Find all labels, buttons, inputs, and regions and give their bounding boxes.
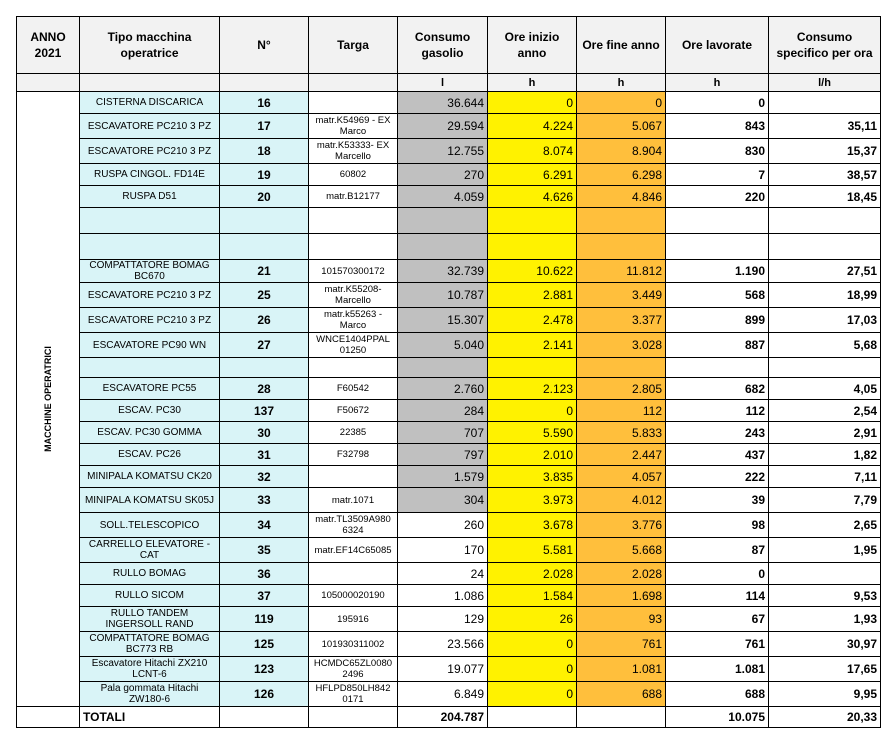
cell-ore-fine: 1.698 — [577, 585, 666, 607]
cell-ore-fine: 2.447 — [577, 444, 666, 466]
cell-ore-inizio: 2.141 — [488, 333, 577, 358]
cell-numero: 27 — [220, 333, 309, 358]
cell-numero: 26 — [220, 308, 309, 333]
table-row — [17, 607, 881, 632]
table-row — [17, 208, 881, 234]
header-n: N° — [220, 17, 309, 74]
cell-tipo: CARRELLO ELEVATORE - CAT — [80, 538, 220, 563]
header-anno: ANNO 2021 — [17, 17, 80, 74]
cell-numero: 123 — [220, 657, 309, 682]
cell-consumo: 15.307 — [398, 308, 488, 333]
cell-targa — [309, 466, 398, 488]
cell-numero: 126 — [220, 682, 309, 707]
cell-tipo: ESCAVATORE PC90 WN — [80, 333, 220, 358]
cell-ore-inizio: 8.074 — [488, 139, 577, 164]
totals-empty-targa — [309, 707, 398, 728]
cell-ore-inizio — [488, 208, 577, 234]
cell-ore-inizio: 2.028 — [488, 563, 577, 585]
cell-ore-lavorate: 437 — [666, 444, 769, 466]
cell-ore-fine: 4.846 — [577, 186, 666, 208]
cell-numero — [220, 358, 309, 378]
table-row — [17, 466, 881, 488]
cell-consumo: 24 — [398, 563, 488, 585]
cell-consumo-specifico — [769, 234, 881, 260]
cell-tipo: ESCAVATORE PC210 3 PZ — [80, 139, 220, 164]
cell-ore-fine: 761 — [577, 632, 666, 657]
unit-ore-inizio: h — [488, 74, 577, 92]
cell-tipo: RUSPA CINGOL. FD14E — [80, 164, 220, 186]
cell-numero: 137 — [220, 400, 309, 422]
totals-empty-fin — [577, 707, 666, 728]
totals-label: TOTALI — [80, 707, 220, 728]
cell-tipo: RULLO SICOM — [80, 585, 220, 607]
cell-targa: matr.K53333- EX Marcello — [309, 139, 398, 164]
cell-ore-fine: 5.833 — [577, 422, 666, 444]
cell-numero: 30 — [220, 422, 309, 444]
cell-ore-lavorate: 899 — [666, 308, 769, 333]
cell-consumo: 304 — [398, 488, 488, 513]
cell-ore-fine: 5.067 — [577, 114, 666, 139]
table-row — [17, 585, 881, 607]
cell-targa — [309, 234, 398, 260]
cell-consumo — [398, 234, 488, 260]
cell-ore-lavorate: 0 — [666, 563, 769, 585]
cell-ore-fine: 3.449 — [577, 283, 666, 308]
table-row — [17, 488, 881, 513]
cell-consumo-specifico: 17,03 — [769, 308, 881, 333]
cell-targa: F32798 — [309, 444, 398, 466]
category-label-text: MACCHINE OPERATRICI — [43, 346, 53, 452]
cell-consumo-specifico: 7,11 — [769, 466, 881, 488]
cell-ore-inizio: 0 — [488, 92, 577, 114]
cell-consumo: 29.594 — [398, 114, 488, 139]
cell-numero: 19 — [220, 164, 309, 186]
cell-ore-lavorate: 1.190 — [666, 260, 769, 283]
cell-tipo: ESCAVATORE PC55 — [80, 378, 220, 400]
cell-consumo — [398, 208, 488, 234]
cell-ore-inizio: 26 — [488, 607, 577, 632]
cell-tipo: SOLL.TELESCOPICO — [80, 513, 220, 538]
cell-ore-fine: 93 — [577, 607, 666, 632]
table-row — [17, 260, 881, 283]
cell-ore-inizio: 1.584 — [488, 585, 577, 607]
cell-ore-lavorate: 682 — [666, 378, 769, 400]
table-row — [17, 164, 881, 186]
cell-ore-fine: 3.377 — [577, 308, 666, 333]
cell-tipo: ESCAVATORE PC210 3 PZ — [80, 308, 220, 333]
cell-targa: matr.1071 — [309, 488, 398, 513]
cell-ore-fine: 688 — [577, 682, 666, 707]
cell-ore-lavorate: 87 — [666, 538, 769, 563]
cell-ore-inizio: 4.626 — [488, 186, 577, 208]
cell-tipo — [80, 208, 220, 234]
cell-ore-lavorate: 243 — [666, 422, 769, 444]
cell-ore-fine: 5.668 — [577, 538, 666, 563]
cell-consumo-specifico: 9,95 — [769, 682, 881, 707]
units-row — [17, 74, 881, 92]
cell-tipo: MINIPALA KOMATSU SK05J — [80, 488, 220, 513]
cell-consumo: 4.059 — [398, 186, 488, 208]
cell-ore-lavorate: 222 — [666, 466, 769, 488]
cell-tipo: RULLO BOMAG — [80, 563, 220, 585]
cell-ore-lavorate: 761 — [666, 632, 769, 657]
header-consumo: Consumo gasolio — [398, 17, 488, 74]
cell-numero: 33 — [220, 488, 309, 513]
cell-ore-lavorate — [666, 208, 769, 234]
cell-numero: 16 — [220, 92, 309, 114]
cell-ore-lavorate: 568 — [666, 283, 769, 308]
cell-consumo: 5.040 — [398, 333, 488, 358]
cell-ore-lavorate: 39 — [666, 488, 769, 513]
cell-consumo: 707 — [398, 422, 488, 444]
cell-targa: matr.TL3509A980 6324 — [309, 513, 398, 538]
cell-ore-lavorate: 0 — [666, 92, 769, 114]
cell-consumo: 6.849 — [398, 682, 488, 707]
cell-consumo-specifico: 15,37 — [769, 139, 881, 164]
cell-consumo-specifico: 2,65 — [769, 513, 881, 538]
unit-consumo-specifico: l/h — [769, 74, 881, 92]
cell-consumo-specifico: 27,51 — [769, 260, 881, 283]
table-row — [17, 632, 881, 657]
cell-tipo — [80, 234, 220, 260]
cell-consumo: 170 — [398, 538, 488, 563]
totals-consumo-specifico: 20,33 — [769, 707, 881, 728]
cell-targa — [309, 92, 398, 114]
cell-targa: 22385 — [309, 422, 398, 444]
cell-targa: matr.B12177 — [309, 186, 398, 208]
cell-ore-fine: 2.028 — [577, 563, 666, 585]
cell-ore-inizio: 2.881 — [488, 283, 577, 308]
cell-ore-inizio: 0 — [488, 400, 577, 422]
cell-ore-inizio: 0 — [488, 657, 577, 682]
cell-ore-inizio — [488, 234, 577, 260]
table-row — [17, 186, 881, 208]
table-row — [17, 378, 881, 400]
cell-numero — [220, 234, 309, 260]
cell-numero: 25 — [220, 283, 309, 308]
cell-ore-inizio: 6.291 — [488, 164, 577, 186]
table-row — [17, 682, 881, 707]
cell-targa: matr.k55263 - Marco — [309, 308, 398, 333]
cell-ore-fine: 112 — [577, 400, 666, 422]
unit-consumo: l — [398, 74, 488, 92]
cell-ore-fine: 6.298 — [577, 164, 666, 186]
cell-tipo: RUSPA D51 — [80, 186, 220, 208]
header-ore-inizio: Ore inizio anno — [488, 17, 577, 74]
cell-ore-fine: 8.904 — [577, 139, 666, 164]
header-ore-fine: Ore fine anno — [577, 17, 666, 74]
totals-empty-n — [220, 707, 309, 728]
cell-consumo-specifico: 38,57 — [769, 164, 881, 186]
cell-ore-lavorate — [666, 234, 769, 260]
cell-tipo: CISTERNA DISCARICA — [80, 92, 220, 114]
cell-consumo-specifico: 4,05 — [769, 378, 881, 400]
cell-consumo-specifico: 18,99 — [769, 283, 881, 308]
cell-consumo-specifico — [769, 358, 881, 378]
table-row — [17, 422, 881, 444]
unit-ore-lavorate: h — [666, 74, 769, 92]
cell-consumo: 12.755 — [398, 139, 488, 164]
totals-consumo: 204.787 — [398, 707, 488, 728]
cell-ore-lavorate: 112 — [666, 400, 769, 422]
cell-numero: 17 — [220, 114, 309, 139]
cell-ore-lavorate: 688 — [666, 682, 769, 707]
totals-spacer — [17, 707, 80, 728]
fuel-consumption-table — [16, 16, 881, 728]
cell-ore-fine: 11.812 — [577, 260, 666, 283]
cell-consumo-specifico: 18,45 — [769, 186, 881, 208]
cell-numero — [220, 208, 309, 234]
cell-targa: matr.EF14C65085 — [309, 538, 398, 563]
cell-targa — [309, 358, 398, 378]
cell-ore-fine: 3.776 — [577, 513, 666, 538]
cell-ore-fine: 0 — [577, 92, 666, 114]
cell-ore-inizio: 3.835 — [488, 466, 577, 488]
cell-ore-lavorate: 887 — [666, 333, 769, 358]
cell-tipo: ESCAV. PC26 — [80, 444, 220, 466]
cell-numero: 125 — [220, 632, 309, 657]
cell-ore-lavorate: 114 — [666, 585, 769, 607]
header-row — [17, 17, 881, 74]
cell-consumo: 129 — [398, 607, 488, 632]
cell-ore-fine: 1.081 — [577, 657, 666, 682]
cell-consumo: 260 — [398, 513, 488, 538]
cell-ore-lavorate: 67 — [666, 607, 769, 632]
cell-targa: 105000020190 — [309, 585, 398, 607]
table-row — [17, 400, 881, 422]
cell-consumo-specifico: 35,11 — [769, 114, 881, 139]
cell-tipo: COMPATTATORE BOMAG BC670 — [80, 260, 220, 283]
cell-consumo-specifico: 1,93 — [769, 607, 881, 632]
cell-targa — [309, 563, 398, 585]
cell-ore-inizio: 2.123 — [488, 378, 577, 400]
table-row — [17, 308, 881, 333]
cell-ore-fine: 4.012 — [577, 488, 666, 513]
cell-consumo: 19.077 — [398, 657, 488, 682]
cell-numero: 37 — [220, 585, 309, 607]
cell-numero: 36 — [220, 563, 309, 585]
header-ore-lavorate: Ore lavorate — [666, 17, 769, 74]
table-row — [17, 538, 881, 563]
totals-empty-ini — [488, 707, 577, 728]
cell-ore-lavorate — [666, 358, 769, 378]
cell-ore-inizio: 5.590 — [488, 422, 577, 444]
cell-ore-inizio: 3.973 — [488, 488, 577, 513]
header-consumo-specifico: Consumo specifico per ora — [769, 17, 881, 74]
cell-consumo — [398, 358, 488, 378]
cell-consumo-specifico: 2,91 — [769, 422, 881, 444]
cell-consumo: 284 — [398, 400, 488, 422]
table-row — [17, 358, 881, 378]
cell-targa: HFLPD850LH842 0171 — [309, 682, 398, 707]
table-row — [17, 657, 881, 682]
cell-ore-inizio: 3.678 — [488, 513, 577, 538]
cell-numero: 28 — [220, 378, 309, 400]
cell-consumo: 797 — [398, 444, 488, 466]
table-row — [17, 234, 881, 260]
table-row — [17, 333, 881, 358]
cell-consumo-specifico: 1,82 — [769, 444, 881, 466]
table-row — [17, 283, 881, 308]
cell-targa: 101930311002 — [309, 632, 398, 657]
table-row — [17, 139, 881, 164]
table-row — [17, 114, 881, 139]
cell-tipo — [80, 358, 220, 378]
cell-targa: 101570300172 — [309, 260, 398, 283]
cell-tipo: ESCAV. PC30 — [80, 400, 220, 422]
cell-ore-fine: 4.057 — [577, 466, 666, 488]
cell-targa: matr.K55208- Marcello — [309, 283, 398, 308]
cell-ore-inizio — [488, 358, 577, 378]
cell-ore-fine — [577, 234, 666, 260]
cell-targa: F60542 — [309, 378, 398, 400]
cell-consumo-specifico: 17,65 — [769, 657, 881, 682]
cell-consumo: 1.086 — [398, 585, 488, 607]
cell-targa: 195916 — [309, 607, 398, 632]
table-row — [17, 92, 881, 114]
cell-ore-lavorate: 1.081 — [666, 657, 769, 682]
cell-ore-lavorate: 7 — [666, 164, 769, 186]
cell-numero: 32 — [220, 466, 309, 488]
cell-ore-fine: 2.805 — [577, 378, 666, 400]
cell-consumo-specifico: 30,97 — [769, 632, 881, 657]
cell-tipo: Escavatore Hitachi ZX210 LCNT-6 — [80, 657, 220, 682]
cell-tipo: ESCAV. PC30 GOMMA — [80, 422, 220, 444]
category-label — [17, 92, 80, 707]
cell-targa: F50672 — [309, 400, 398, 422]
cell-ore-inizio: 5.581 — [488, 538, 577, 563]
cell-ore-inizio: 2.010 — [488, 444, 577, 466]
cell-ore-lavorate: 830 — [666, 139, 769, 164]
cell-tipo: COMPATTATORE BOMAG BC773 RB — [80, 632, 220, 657]
cell-consumo: 10.787 — [398, 283, 488, 308]
cell-consumo-specifico: 2,54 — [769, 400, 881, 422]
cell-consumo-specifico — [769, 92, 881, 114]
cell-ore-inizio: 2.478 — [488, 308, 577, 333]
cell-consumo-specifico: 5,68 — [769, 333, 881, 358]
cell-numero: 18 — [220, 139, 309, 164]
cell-consumo-specifico: 1,95 — [769, 538, 881, 563]
cell-numero: 20 — [220, 186, 309, 208]
totals-row — [17, 707, 881, 728]
cell-numero: 21 — [220, 260, 309, 283]
cell-consumo-specifico — [769, 563, 881, 585]
cell-ore-inizio: 10.622 — [488, 260, 577, 283]
cell-numero: 34 — [220, 513, 309, 538]
unit-ore-fine: h — [577, 74, 666, 92]
cell-ore-inizio: 0 — [488, 682, 577, 707]
table-row — [17, 513, 881, 538]
cell-consumo: 2.760 — [398, 378, 488, 400]
cell-consumo: 1.579 — [398, 466, 488, 488]
totals-ore-lavorate: 10.075 — [666, 707, 769, 728]
cell-consumo: 270 — [398, 164, 488, 186]
cell-ore-fine — [577, 358, 666, 378]
cell-numero: 119 — [220, 607, 309, 632]
cell-targa: matr.K54969 - EX Marco — [309, 114, 398, 139]
cell-tipo: RULLO TANDEM INGERSOLL RAND — [80, 607, 220, 632]
cell-ore-inizio: 0 — [488, 632, 577, 657]
cell-tipo: Pala gommata Hitachi ZW180-6 — [80, 682, 220, 707]
cell-ore-lavorate: 220 — [666, 186, 769, 208]
header-targa: Targa — [309, 17, 398, 74]
cell-targa: HCMDC65ZL0080 2496 — [309, 657, 398, 682]
cell-ore-lavorate: 98 — [666, 513, 769, 538]
table-row — [17, 444, 881, 466]
cell-numero: 31 — [220, 444, 309, 466]
cell-tipo: ESCAVATORE PC210 3 PZ — [80, 283, 220, 308]
cell-ore-fine — [577, 208, 666, 234]
cell-tipo: ESCAVATORE PC210 3 PZ — [80, 114, 220, 139]
cell-targa: WNCE1404PPAL 01250 — [309, 333, 398, 358]
cell-consumo: 23.566 — [398, 632, 488, 657]
cell-numero: 35 — [220, 538, 309, 563]
cell-consumo-specifico: 9,53 — [769, 585, 881, 607]
cell-ore-inizio: 4.224 — [488, 114, 577, 139]
cell-consumo-specifico: 7,79 — [769, 488, 881, 513]
cell-targa: 60802 — [309, 164, 398, 186]
cell-tipo: MINIPALA KOMATSU CK20 — [80, 466, 220, 488]
cell-ore-fine: 3.028 — [577, 333, 666, 358]
cell-consumo-specifico — [769, 208, 881, 234]
cell-consumo: 36.644 — [398, 92, 488, 114]
cell-consumo: 32.739 — [398, 260, 488, 283]
table-row — [17, 563, 881, 585]
header-tipo: Tipo macchina operatrice — [80, 17, 220, 74]
cell-ore-lavorate: 843 — [666, 114, 769, 139]
cell-targa — [309, 208, 398, 234]
